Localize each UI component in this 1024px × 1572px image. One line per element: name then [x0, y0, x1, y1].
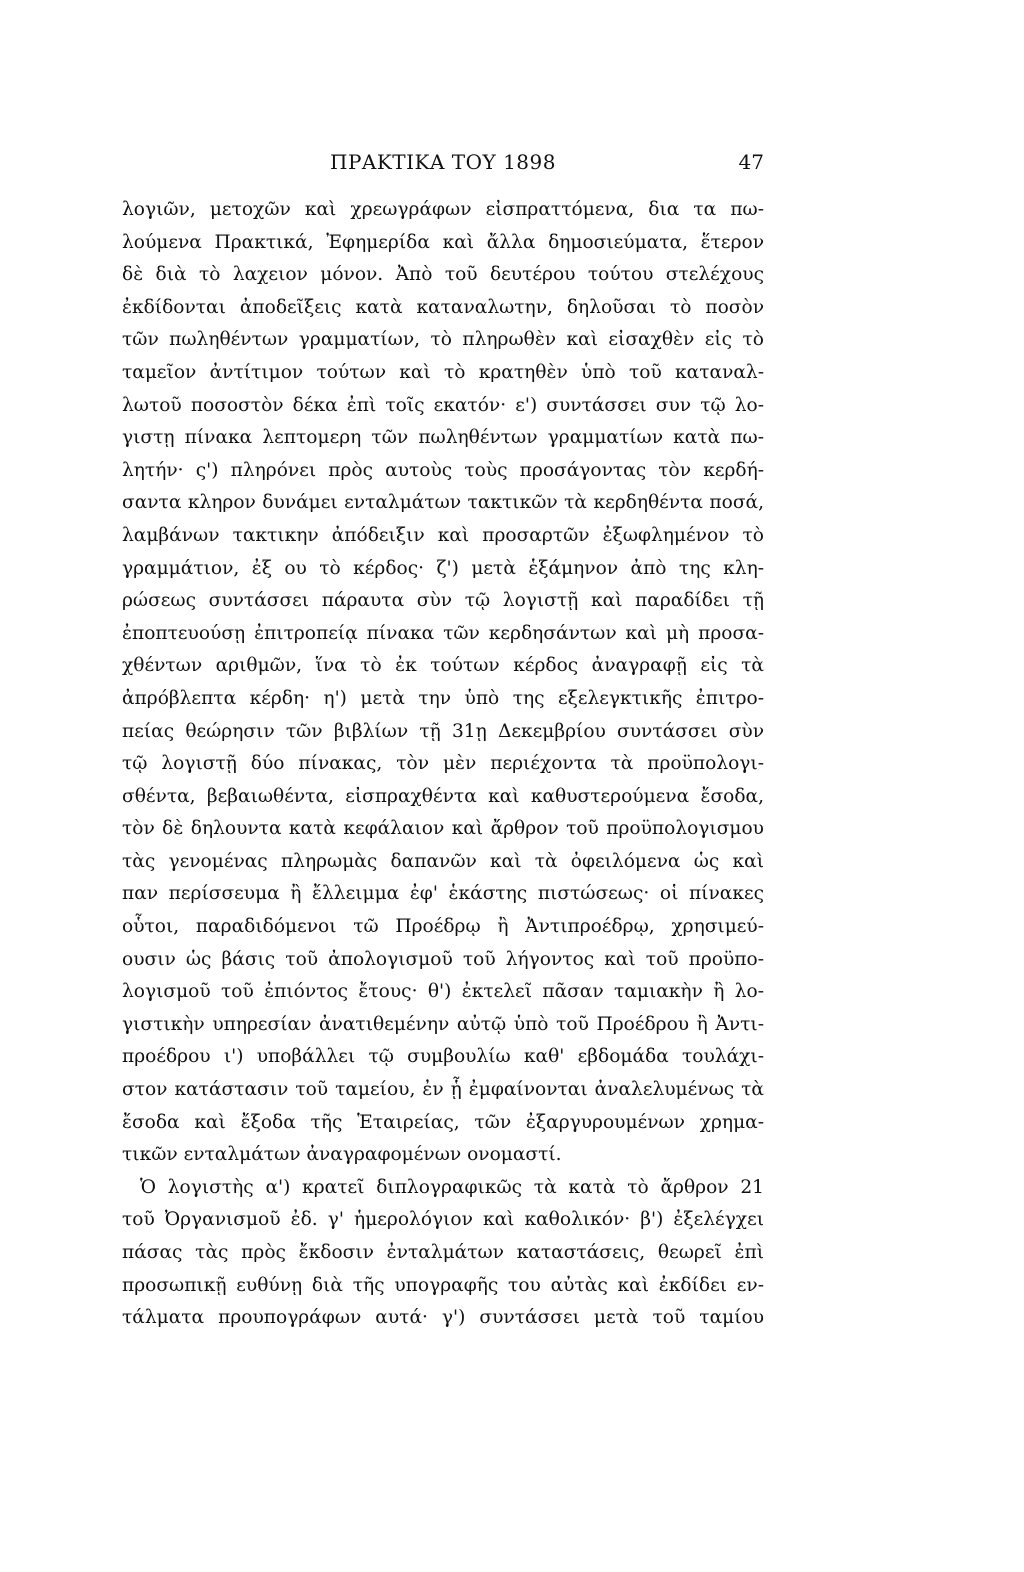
text-line: λογισμοῦ τοῦ ἐπιόντος ἔτους· θ') ἐκτελεῖ πᾶσαν ταμιακὴν ἢ λο- — [122, 981, 764, 1003]
text-line: προέδρου ι') υποβάλλει τῷ συμβουλίω καθ' εβδομάδα τουλάχι- — [122, 1046, 764, 1068]
text-line: σθέντα, βεβαιωθέντα, εἰσπραχθέντα καὶ καθυστερούμενα ἔσοδα, — [122, 785, 764, 807]
text-line: γιστικὴν υπηρεσίαν ἀνατιθεμένην αὐτῷ ὑπὸ τοῦ Προέδρου ἢ Ἀντι- — [122, 1013, 764, 1035]
text-line: λούμενα Πρακτικά, Ἐφημερίδα καὶ ἄλλα δημοσιεύματα, ἕτερον — [122, 231, 764, 253]
text-line: δὲ διὰ τὸ λαχειον μόνον. Ἀπὸ τοῦ δευτέρου τούτου στελέχους — [122, 264, 764, 286]
text-line: προσωπικῇ ευθύνῃ διὰ τῆς υπογραφῆς του αὐτὰς καὶ ἐκδίδει εν- — [122, 1274, 764, 1296]
text-line: λωτοῦ ποσοστὸν δέκα ἐπὶ τοῖς εκατόν· ε') συντάσσει συν τῷ λο- — [122, 394, 764, 416]
text-line: γιστῃ πίνακα λεπτομερη τῶν πωληθέντων γραμματίων κατὰ πω- — [122, 427, 764, 449]
text-line: ἔσοδα καὶ ἔξοδα τῆς Ἑταιρείας, τῶν ἐξαργυρουμένων χρημα- — [122, 1111, 764, 1133]
text-line: Ὁ λογιστὴς α') κρατεῖ διπλογραφικῶς τὰ κατὰ τὸ ἄρθρον 21 — [140, 1176, 764, 1198]
text-line: λητήν· ς') πληρόνει πρὸς αυτοὺς τοὺς προσάγοντας τὸν κερδή- — [122, 459, 764, 481]
running-title: ΠΡΑΚΤΙΚΑ ΤΟΥ 1898 — [330, 150, 556, 174]
text-line: τῷ λογιστῇ δύο πίνακας, τὸν μὲν περιέχοντα τὰ προϋπολογι- — [122, 753, 764, 775]
text-line: λογιῶν, μετοχῶν καὶ χρεωγράφων εἰσπραττόμενα, δια τα πω- — [122, 199, 764, 220]
text-line: παν περίσσευμα ἢ ἔλλειμμα ἐφ' ἑκάστης πιστώσεως· οἱ πίνακες — [122, 883, 764, 905]
page-header — [122, 150, 764, 180]
text-line: λαμβάνων τακτικην ἀπόδειξιν καὶ προσαρτῶν ἐξωφλημένον τὸ — [122, 524, 764, 546]
text-line: πάσας τὰς πρὸς ἔκδοσιν ἐνταλμάτων καταστάσεις, θεωρεῖ ἐπὶ — [122, 1242, 764, 1263]
text-line: χθέντων αριθμῶν, ἵνα τὸ ἐκ τούτων κέρδος ἀναγραφῇ εἰς τὰ — [122, 655, 764, 677]
text-line: ταμεῖον ἀντίτιμον τούτων καὶ τὸ κρατηθὲν ὑπὸ τοῦ καταναλ- — [122, 361, 764, 383]
text-line: οὗτοι, παραδιδόμενοι τῶ Προέδρῳ ἢ Ἀντιπροέδρῳ, χρησιμεύ- — [122, 916, 764, 938]
text-line: τὰς γενομένας πληρωμὰς δαπανῶν καὶ τὰ ὀφειλόμενα ὡς καὶ — [122, 850, 764, 872]
text-line: ρώσεως συντάσσει πάραυτα σὺν τῷ λογιστῇ καὶ παραδίδει τῇ — [122, 590, 764, 612]
text-line: τάλματα προυπογράφων αυτά· γ') συντάσσει μετὰ τοῦ ταμίου — [122, 1307, 764, 1329]
text-line: ἀπρόβλεπτα κέρδη· η') μετὰ την ὑπὸ της εξελεγκτικῆς ἐπιτρο- — [122, 687, 764, 709]
text-line: τοῦ Ὀργανισμοῦ ἐδ. γ' ἡμερολόγιον καὶ καθολικόν· β') ἐξελέγχει — [122, 1209, 764, 1231]
page-number: 47 — [738, 150, 764, 174]
text-line: ουσιν ὡς βάσις τοῦ ἀπολογισμοῦ τοῦ λήγοντος καὶ τοῦ προϋπο- — [122, 948, 764, 970]
text-line: ἐποπτευούσῃ ἐπιτροπείᾳ πίνακα τῶν κερδησάντων καὶ μὴ προσα- — [122, 622, 764, 644]
text-line: τῶν πωληθέντων γραμματίων, τὸ πληρωθὲν καὶ εἰσαχθὲν εἰς τὸ — [122, 329, 764, 351]
text-line: τὸν δὲ δηλουντα κατὰ κεφάλαιον καὶ ἄρθρον τοῦ προϋπολογισμου — [122, 818, 764, 840]
text-line: ἐκδίδονται ἀποδεῖξεις κατὰ καταναλωτην, δηλοῦσαι τὸ ποσὸν — [122, 296, 764, 318]
text-line: σαντα κληρον δυνάμει ενταλμάτων τακτικῶν τὰ κερδηθέντα ποσά, — [122, 492, 764, 514]
text-line: πείας θεώρησιν τῶν βιβλίων τῇ 31ῃ Δεκεμβρίου συντάσσει σὺν — [122, 720, 764, 742]
body-text — [122, 194, 764, 1335]
text-line: τικῶν ενταλμάτων ἀναγραφομένων ονομαστί. — [122, 1144, 562, 1166]
text-line: γραμμάτιον, ἐξ ου τὸ κέρδος· ζ') μετὰ ἑξάμηνον ἀπὸ της κλη- — [122, 557, 764, 579]
text-line: στον κατάστασιν τοῦ ταμείου, ἐν ᾗ ἐμφαίνονται ἀναλελυμένως τὰ — [122, 1079, 764, 1101]
